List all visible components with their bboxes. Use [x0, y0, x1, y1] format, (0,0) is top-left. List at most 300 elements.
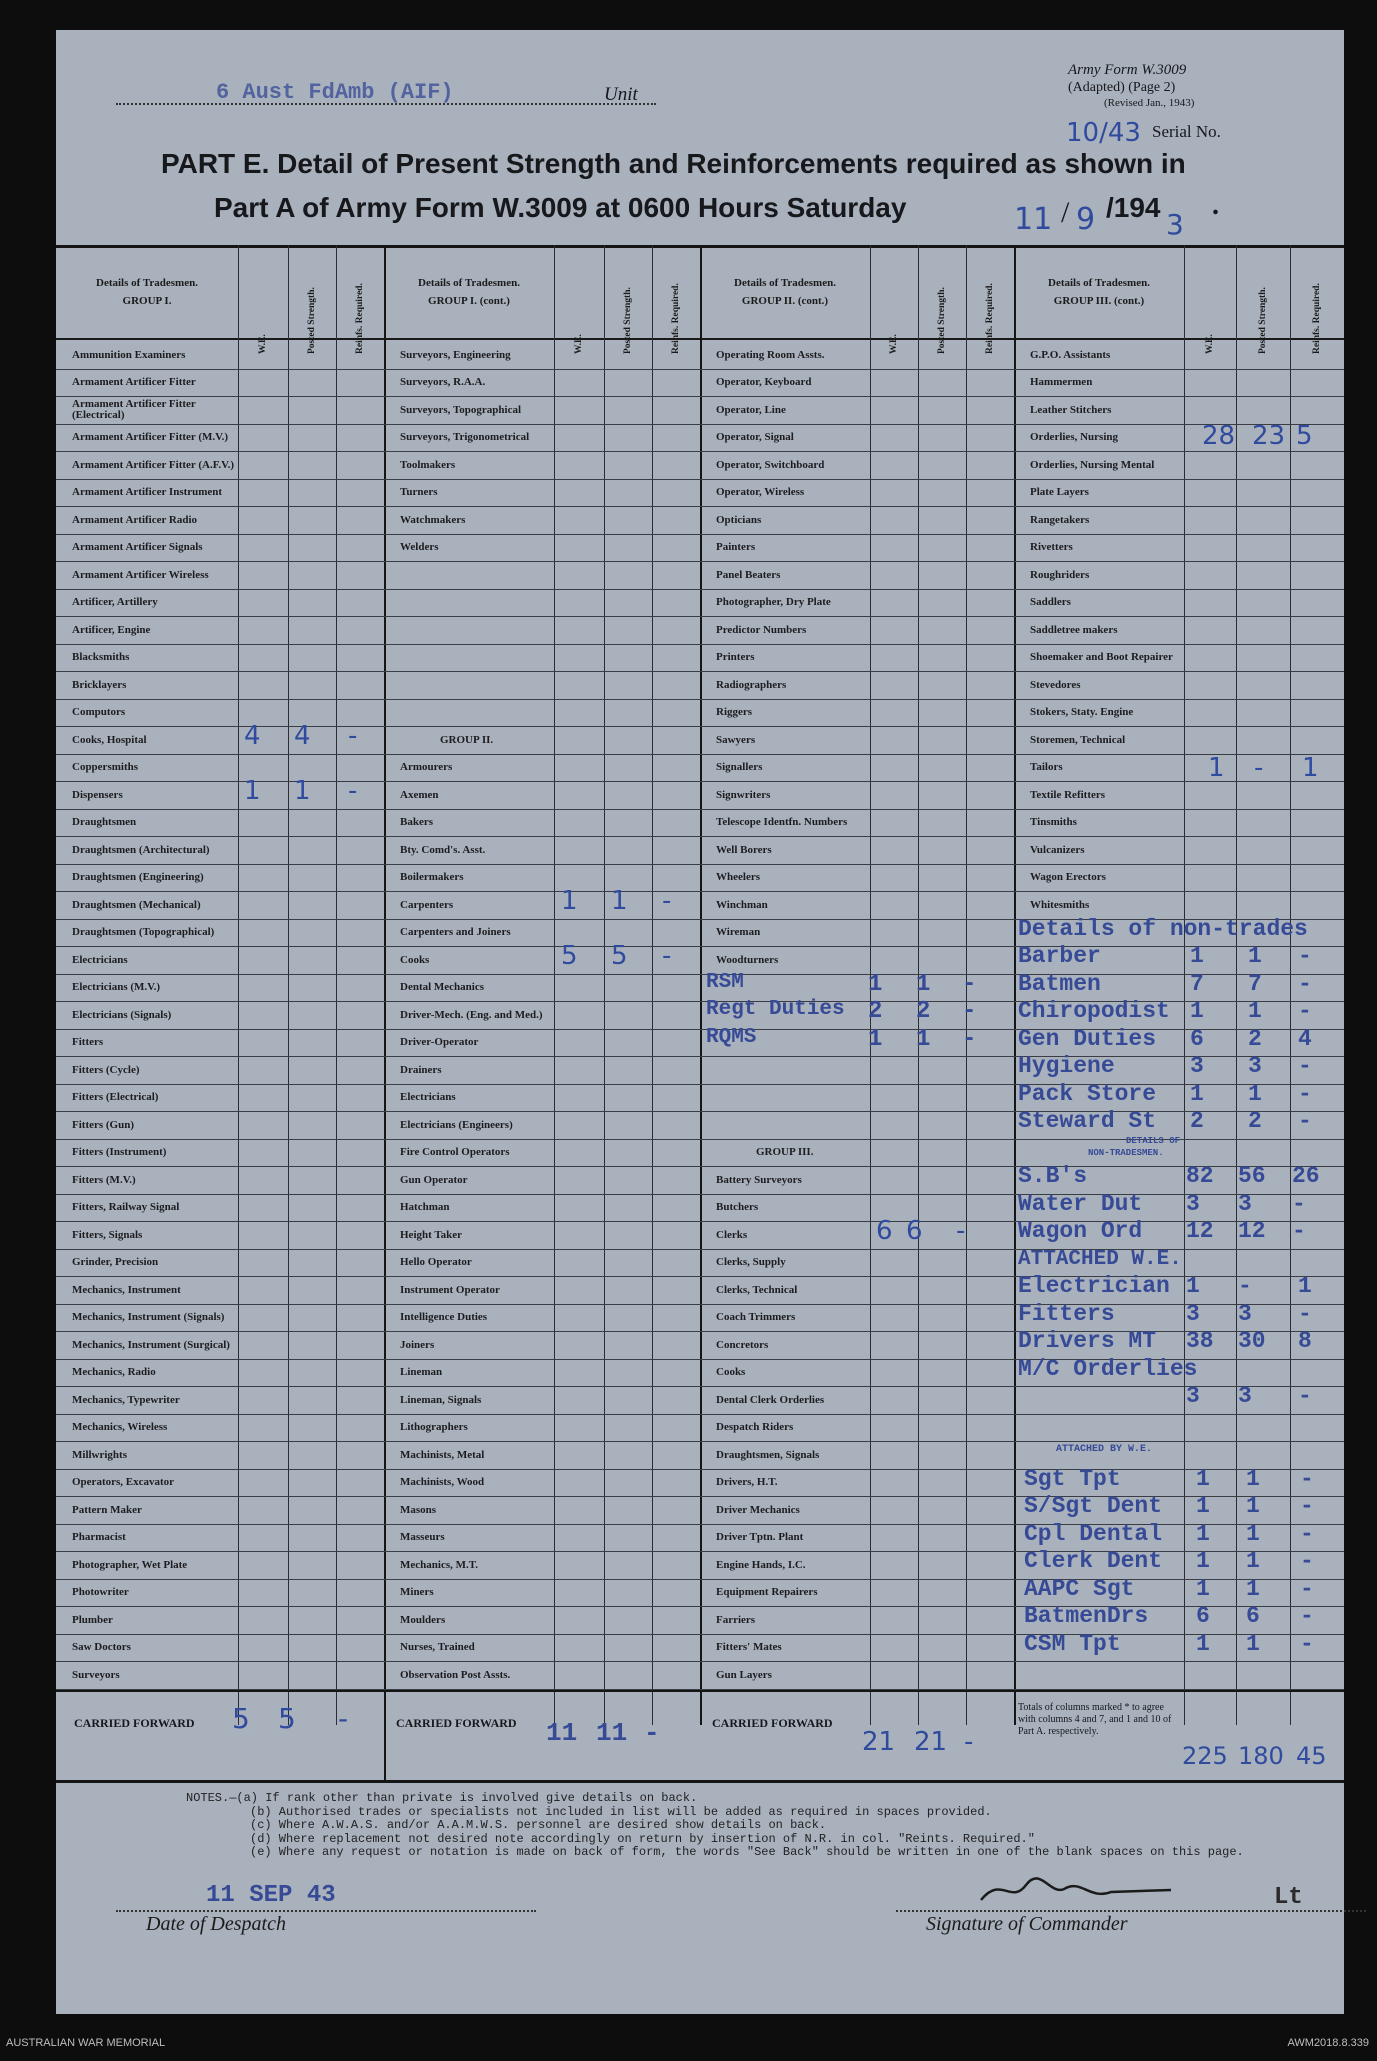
col1-label: Armament Artificer Instrument	[72, 486, 223, 499]
col4-label: Storemen, Technical	[1030, 733, 1126, 746]
col1-row	[56, 1470, 384, 1498]
col4-posted-text: Posted Strength.	[1258, 287, 1268, 354]
typed-posted: 1	[916, 1025, 931, 1053]
col4-row	[1014, 752, 1344, 783]
col1-row	[56, 507, 384, 535]
col2-posted-text: Posted Strength.	[623, 287, 633, 354]
cell-reinfs: 5	[1296, 420, 1313, 451]
col3-label: Clerks	[716, 1228, 748, 1241]
cell-reinfs: -	[348, 721, 358, 751]
col4-label: Wagon Erectors	[1030, 871, 1106, 884]
col1-label: Armament Artificer Wireless	[72, 568, 209, 581]
typed-posted: 2	[916, 998, 931, 1025]
col2-row	[384, 1442, 700, 1470]
col2-label: Welders	[400, 541, 439, 554]
col1-row	[56, 1442, 384, 1470]
details-label: NON-TRADESMEN.	[1088, 1147, 1164, 1158]
col1-label: Surveyors	[72, 1668, 120, 1681]
col3-row	[700, 1305, 1014, 1333]
col3-row	[700, 837, 1014, 865]
col4-header-text: Details of Tradesmen.	[1048, 276, 1150, 289]
col1-label: Computors	[72, 706, 126, 719]
col3-row	[700, 672, 1014, 700]
col1-label: Draughtsmen (Architectural)	[72, 843, 210, 856]
col4-label: Orderlies, Nursing	[1030, 431, 1118, 444]
col4-label: Hammermen	[1030, 376, 1093, 389]
col1-label: Dispensers	[72, 788, 123, 801]
col4-row	[1014, 1662, 1344, 1690]
cell-posted: 5	[611, 941, 628, 971]
col3-row	[700, 397, 1014, 425]
col4-label: Vulcanizers	[1030, 843, 1085, 856]
col1-posted-head	[288, 245, 336, 354]
archive-footer	[0, 2014, 1377, 2061]
col3-label: Printers	[716, 651, 755, 664]
typed-label: Wagon Ord	[1018, 1218, 1143, 1244]
col3-row	[700, 1277, 1014, 1305]
col4-label: Saddletree makers	[1030, 623, 1118, 636]
col4-group: GROUP III. (cont.)	[1053, 294, 1145, 307]
col3-row	[700, 782, 1014, 810]
col3-row	[700, 1085, 1014, 1113]
cell-reinfs: 1	[1302, 752, 1319, 783]
col3-row	[700, 1250, 1014, 1278]
col1-row	[56, 1112, 384, 1140]
col2-row	[384, 1635, 700, 1663]
col4-row	[1014, 645, 1344, 673]
typed-label: Drivers MT	[1018, 1328, 1157, 1354]
col2-row	[384, 397, 700, 425]
col2-label: Bakers	[400, 816, 433, 829]
col1-row	[56, 480, 384, 508]
typed-we: 6	[1190, 1025, 1204, 1052]
col1-label: Coppersmiths	[72, 761, 139, 774]
col2-label: Axemen	[400, 788, 439, 801]
col2-row	[384, 1057, 700, 1085]
col3-label: Equipment Repairers	[716, 1586, 818, 1599]
col2-label: Intelligence Duties	[400, 1311, 488, 1324]
typed-posted: 6	[1246, 1603, 1260, 1629]
typed-we: 1	[1190, 943, 1204, 969]
col1-reinfs-head	[336, 245, 384, 354]
despatch-date: 11 SEP 43	[206, 1882, 336, 1909]
col1-label: Draughtsmen (Mechanical)	[72, 898, 201, 911]
col2-row	[384, 1552, 700, 1580]
typed-label: Steward St	[1018, 1108, 1157, 1134]
col3-label: Winchman	[716, 898, 768, 911]
col2-label: Miners	[400, 1586, 434, 1599]
col3-row	[700, 645, 1014, 673]
typed-posted: 1	[916, 970, 931, 998]
typed-posted: 1	[1246, 1465, 1260, 1492]
col2-row	[384, 810, 700, 838]
col2-row	[384, 700, 700, 728]
col3-label: Fitters' Mates	[716, 1641, 782, 1654]
serial-label: Serial No.	[1152, 122, 1221, 141]
col4-row	[1014, 782, 1344, 810]
col2-row	[384, 782, 700, 810]
typed-reinfs: -	[1292, 1218, 1306, 1244]
col3-row	[700, 452, 1014, 480]
col2-label: Watchmakers	[400, 513, 466, 526]
date-day: 11	[1014, 202, 1053, 237]
col2-row	[384, 1250, 700, 1278]
col2-row	[384, 562, 700, 590]
typed-we: 1	[1196, 1465, 1210, 1492]
col1-label: Photowriter	[72, 1586, 129, 1599]
col2-label: Surveyors, R.A.A.	[400, 376, 486, 389]
totals-note: Totals of columns marked * to agree with columns 4 and 7, and 1 and 10 of Part A. respectively.	[1018, 1702, 1172, 1737]
col2-label: Lineman	[400, 1366, 443, 1379]
col2-row	[384, 1470, 700, 1498]
col2-label: Instrument Operator	[400, 1283, 500, 1296]
col3-row	[700, 1332, 1014, 1360]
typed-we: 1	[1196, 1575, 1210, 1602]
typed-posted: -	[1238, 1273, 1252, 1299]
col3-row	[700, 1635, 1014, 1663]
col4-label: Plate Layers	[1030, 486, 1089, 499]
col4-row	[1014, 672, 1344, 700]
vline	[384, 1690, 386, 1780]
date-slash: /	[1061, 196, 1070, 229]
col2-row	[384, 1580, 700, 1608]
col3-row	[700, 1552, 1014, 1580]
col2-row	[384, 1607, 700, 1635]
col1-row	[56, 892, 384, 920]
typed-reinfs: -	[1300, 1520, 1314, 1547]
typed-we: 1	[1196, 1630, 1210, 1657]
col4-row	[1014, 727, 1344, 755]
col1-row	[56, 397, 384, 425]
typed-we: 1	[868, 970, 883, 998]
cf-g2c-posted: 21	[914, 1727, 948, 1757]
col4-label: Whitesmiths	[1030, 898, 1090, 911]
col2-row	[384, 1112, 700, 1140]
note-d: (d) Where replacement not desired note accordingly on return by insertion of N.R. in col. "Reints. Required."	[250, 1831, 1035, 1846]
typed-label: S.B's	[1018, 1163, 1088, 1189]
cf-g1-posted: 5	[278, 1702, 296, 1735]
col1-row	[56, 1167, 384, 1195]
note-e: (e) Where any request or notation is made on back of form, the words "See Back" should be written in one of the blank spaces on this page.	[250, 1845, 1244, 1859]
col1-header-text: Details of Tradesmen.	[96, 276, 198, 289]
typed-label: M/C Orderlies	[1018, 1355, 1198, 1382]
col2-row	[384, 865, 700, 893]
typed-we: 1	[868, 1025, 883, 1053]
col4-reinfs-head	[1290, 245, 1344, 354]
col2-label: Driver-Operator	[400, 1036, 479, 1049]
col4-label: Tailors	[1030, 761, 1063, 774]
typed-label: Sgt Tpt	[1024, 1465, 1121, 1492]
col4-row	[1014, 342, 1344, 370]
col2-posted-head	[604, 245, 652, 354]
total-we: 225	[1182, 1742, 1228, 1770]
col2-label: Mechanics, M.T.	[400, 1558, 479, 1571]
col1-label: Mechanics, Instrument (Signals)	[72, 1311, 225, 1324]
col2-we-head	[554, 245, 604, 354]
typed-reinfs: 1	[1298, 1273, 1312, 1299]
typed-posted: 1	[1246, 1548, 1260, 1574]
army-form-page	[56, 30, 1344, 2014]
typed-posted: 3	[1238, 1300, 1252, 1327]
cell-posted: 6	[906, 1216, 923, 1246]
col3-row	[700, 920, 1014, 948]
col1-label: Mechanics, Radio	[72, 1366, 156, 1379]
col4-reinfs-text: Reinfs. Required.	[1312, 283, 1322, 354]
col2-row	[384, 672, 700, 700]
col2-row	[384, 590, 700, 618]
typed-we: 1	[1190, 998, 1204, 1024]
cell-posted: 1	[611, 886, 628, 916]
footer-right: AWM2018.8.339	[1287, 2037, 1369, 2049]
typed-reinfs: 26	[1292, 1163, 1320, 1189]
col1-row	[56, 645, 384, 673]
col3-row	[700, 700, 1014, 728]
col1-row	[56, 865, 384, 893]
col3-label: GROUP III.	[756, 1146, 814, 1159]
col3-label: Wheelers	[716, 871, 760, 884]
col3-label: Radiographers	[716, 678, 787, 691]
typed-we: 1	[1196, 1493, 1210, 1519]
col2-row	[384, 507, 700, 535]
notes-block	[186, 1792, 1244, 1860]
typed-reinfs: 4	[1298, 1025, 1312, 1052]
col3-header-text: Details of Tradesmen.	[734, 276, 836, 289]
form-adapted: (Adapted) (Page 2)	[1068, 80, 1176, 95]
col3-label: Draughtsmen, Signals	[716, 1448, 820, 1461]
table-bottom-rule	[56, 1780, 1344, 1783]
col1-row	[56, 1497, 384, 1525]
col1-label: Cooks, Hospital	[72, 733, 147, 746]
col4-label: Rangetakers	[1030, 513, 1090, 526]
cf-label-1: CARRIED FORWARD	[74, 1716, 195, 1730]
col2-header	[384, 245, 554, 340]
typed-label: RSM	[706, 970, 744, 994]
col2-row	[384, 975, 700, 1003]
col4-row	[1014, 370, 1344, 398]
typed-posted: 1	[1248, 1080, 1262, 1107]
col3-label: Panel Beaters	[716, 568, 781, 581]
col1-row	[56, 810, 384, 838]
col1-row	[56, 920, 384, 948]
year-digit: 3	[1166, 208, 1184, 241]
typed-reinfs: -	[1298, 998, 1312, 1024]
cf-g2c-we: 21	[862, 1727, 896, 1757]
col2-row	[384, 837, 700, 865]
col4-row	[1014, 617, 1344, 645]
col3-row	[700, 892, 1014, 920]
col3-row	[700, 1222, 1014, 1250]
col2-row	[384, 342, 700, 370]
col1-label: Artificer, Artillery	[72, 596, 158, 609]
col1-label: Fitters	[72, 1036, 104, 1049]
cf-label-3: CARRIED FORWARD	[712, 1716, 833, 1730]
col1-row	[56, 1195, 384, 1223]
col1-row	[56, 342, 384, 370]
date-of-despatch-label: Date of Despatch	[146, 1913, 286, 1935]
cf-g1c-reinfs: -	[644, 1718, 660, 1748]
col3-label: Riggers	[716, 706, 753, 719]
col4-label: Tinsmiths	[1030, 816, 1077, 829]
typed-reinfs: -	[962, 970, 977, 998]
attached-heading: ATTACHED W.E.	[1018, 1247, 1182, 1271]
col3-label: Telescope Identfn. Numbers	[716, 816, 848, 829]
col1-label: Plumber	[72, 1613, 113, 1626]
typed-reinfs: -	[1298, 1108, 1312, 1134]
col1-label: Draughtsmen (Topographical)	[72, 926, 215, 939]
col1-row	[56, 1030, 384, 1058]
cell-we: 4	[244, 721, 261, 751]
col2-we-text: W.E.	[574, 334, 584, 354]
typed-label: Gen Duties	[1018, 1025, 1157, 1052]
col2-reinfs-text: Reinfs. Required.	[671, 283, 681, 354]
col3-label: Woodturners	[716, 953, 779, 966]
col4-row	[1014, 480, 1344, 508]
typed-we: 3	[1190, 1053, 1204, 1079]
cell-we: 1	[244, 776, 261, 806]
typed-reinfs: -	[1298, 943, 1312, 969]
col2-row	[384, 1140, 700, 1168]
col3-row	[700, 727, 1014, 755]
col2-row	[384, 1085, 700, 1113]
col1-header	[56, 245, 238, 340]
col2-label: Dental Mechanics	[400, 981, 485, 994]
typed-label: Barber	[1018, 943, 1101, 969]
cf-g1-reinfs: -	[338, 1702, 349, 1735]
col2-row	[384, 617, 700, 645]
col3-group: GROUP II. (cont.)	[741, 294, 829, 307]
typed-posted: 3	[1248, 1053, 1262, 1079]
col3-row	[700, 810, 1014, 838]
cell-reinfs: -	[956, 1216, 966, 1246]
col3-label: Predictor Numbers	[716, 623, 807, 636]
col3-row	[700, 562, 1014, 590]
col3-row	[700, 507, 1014, 535]
typed-label: Cpl Dental	[1024, 1520, 1163, 1547]
cell-we: 28	[1202, 420, 1236, 451]
col1-label: Photographer, Wet Plate	[72, 1558, 188, 1571]
col1-row	[56, 1305, 384, 1333]
col3-label: Cooks	[716, 1366, 746, 1379]
typed-we: 6	[1196, 1603, 1210, 1629]
col4-row	[1014, 562, 1344, 590]
col1-row	[56, 1140, 384, 1168]
col1-row	[56, 1607, 384, 1635]
col1-row	[56, 1387, 384, 1415]
col1-label: Armament Artificer Fitter (M.V.)	[72, 431, 229, 444]
typed-reinfs: -	[1300, 1465, 1314, 1492]
col3-posted-head	[918, 245, 966, 354]
col2-row	[384, 1497, 700, 1525]
col1-row	[56, 672, 384, 700]
col3-row	[700, 1442, 1014, 1470]
commander-signature-image	[971, 1870, 1231, 1910]
col3-label: Well Borers	[716, 843, 772, 856]
typed-label: Clerk Dent	[1024, 1548, 1163, 1574]
col1-label: Armament Artificer Fitter (Electrical)	[72, 398, 196, 422]
col1-row	[56, 1277, 384, 1305]
col1-label: Fitters, Signals	[72, 1228, 143, 1241]
cf-g2c-reinfs: -	[964, 1727, 974, 1757]
cf-label-2: CARRIED FORWARD	[396, 1716, 517, 1730]
typed-we: 1	[1196, 1520, 1210, 1547]
col2-row	[384, 1662, 700, 1690]
col1-label: Blacksmiths	[72, 651, 130, 664]
col1-label: Fitters, Railway Signal	[72, 1201, 180, 1214]
typed-label: CSM Tpt	[1024, 1630, 1121, 1657]
col2-label: Lineman, Signals	[400, 1393, 482, 1406]
col1-label: Mechanics, Instrument	[72, 1283, 181, 1296]
typed-reinfs: -	[1300, 1548, 1314, 1574]
col1-label: Mechanics, Typewriter	[72, 1393, 180, 1406]
col1-label: Artificer, Engine	[72, 623, 151, 636]
col2-row	[384, 920, 700, 948]
col3-label: Operator, Keyboard	[716, 376, 812, 389]
col2-row	[384, 892, 700, 920]
col4-label: Stokers, Staty. Engine	[1030, 706, 1134, 719]
col2-row	[384, 645, 700, 673]
typed-label: Electrician	[1018, 1273, 1170, 1299]
col4-row	[1014, 810, 1344, 838]
col3-row	[700, 535, 1014, 563]
col1-label: Armament Artificer Radio	[72, 513, 198, 526]
col2-row	[384, 1360, 700, 1388]
col1-label: Fitters (M.V.)	[72, 1173, 136, 1186]
col3-label: Engine Hands, I.C.	[716, 1558, 806, 1571]
col1-label: Electricians	[72, 953, 128, 966]
col4-label: Shoemaker and Boot Repairer	[1030, 651, 1173, 664]
col4-label: Textile Refitters	[1030, 788, 1106, 801]
col2-label: Surveyors, Topographical	[400, 403, 522, 416]
col3-row	[700, 342, 1014, 370]
col4-row	[1014, 837, 1344, 865]
col2-label: Machinists, Wood	[400, 1476, 485, 1489]
cell-posted: 4	[294, 721, 311, 751]
typed-posted: 1	[1248, 943, 1262, 969]
col2-row	[384, 1332, 700, 1360]
col3-label: Despatch Riders	[716, 1421, 794, 1434]
cell-we: 5	[561, 941, 578, 971]
col1-row	[56, 1057, 384, 1085]
col2-row	[384, 425, 700, 453]
col1-row	[56, 1002, 384, 1030]
col1-row	[56, 1662, 384, 1690]
col4-row	[1014, 1387, 1344, 1415]
typed-we: 3	[1186, 1300, 1200, 1327]
attached-by-label: ATTACHED BY W.E.	[1056, 1444, 1153, 1455]
col1-row	[56, 1580, 384, 1608]
col3-row	[700, 1167, 1014, 1195]
col4-row	[1014, 397, 1344, 425]
col2-row	[384, 535, 700, 563]
col3-label: Operator, Switchboard	[716, 458, 825, 471]
col4-posted-head	[1236, 245, 1290, 354]
col2-label: Bty. Comd's. Asst.	[400, 843, 486, 856]
col1-row	[56, 1525, 384, 1553]
col2-label: Observation Post Assts.	[400, 1668, 511, 1681]
col2-label: Cooks	[400, 953, 430, 966]
typed-posted: 2	[1248, 1025, 1262, 1052]
col1-label: Bricklayers	[72, 678, 127, 691]
typed-reinfs: -	[1298, 1300, 1312, 1327]
col3-label: Sawyers	[716, 733, 756, 746]
col2-reinfs-head	[652, 245, 700, 354]
col2-label: GROUP II.	[440, 733, 494, 746]
cell-reinfs: -	[662, 941, 672, 971]
typed-posted: 1	[1248, 998, 1262, 1024]
form-revised: (Revised Jan., 1943)	[1104, 97, 1195, 109]
col3-row	[700, 865, 1014, 893]
col3-row	[700, 1607, 1014, 1635]
